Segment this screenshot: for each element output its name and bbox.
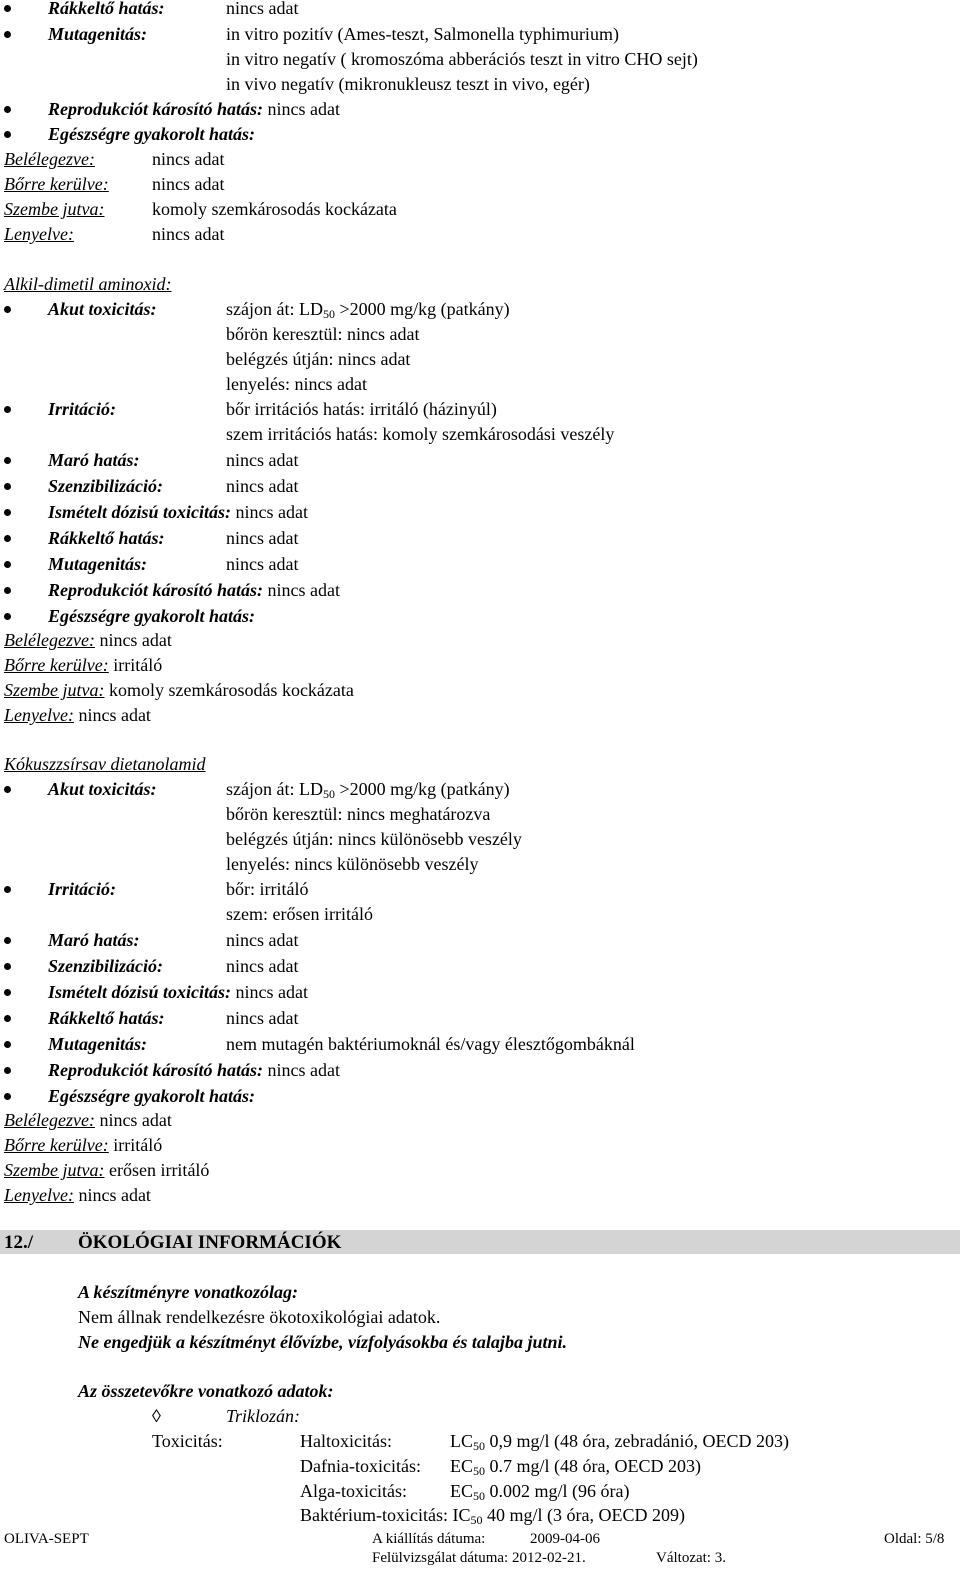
substance-title: Alkil-dimetil aminoxid: — [4, 274, 172, 294]
akut-label: Akut toxicitás: — [48, 299, 157, 319]
exposure-row: Szembe jutva: komoly szemkárosodás kockázata — [4, 680, 354, 700]
bullet — [4, 5, 11, 12]
irritacio-label: Irritáció: — [48, 879, 117, 899]
tox-row-value: Baktérium-toxicitás: $IC_{50}$ 40 mg/l (3 óra, OECD 209) — [300, 1505, 685, 1527]
ismetelt-row: Ismételt dózisú toxicitás: nincs adat — [48, 502, 308, 522]
bullet — [4, 561, 11, 568]
egeszsegre-label: Egészségre gyakorolt hatás: — [48, 124, 255, 144]
ismetelt-row: Ismételt dózisú toxicitás: nincs adat — [48, 982, 308, 1002]
tox-row-value: $LC_{50}$ 0,9 mg/l (48 óra, zebradánió, OECD 203) — [450, 1431, 789, 1453]
irritacio-value: bőr irritációs hatás: irritáló (házinyúl) — [226, 399, 497, 419]
toxicity-label: Toxicitás: — [152, 1431, 223, 1451]
mutagenitas-value: nincs adat — [226, 554, 299, 574]
mutagenitas-label: Mutagenitás: — [48, 554, 148, 574]
akut-label: Akut toxicitás: — [48, 779, 157, 799]
rakkelto-value: nincs adat — [226, 0, 299, 18]
akut-value-1: szájon át: $LD_{50} >2000$ mg/kg (patkány) — [226, 779, 510, 801]
footer-page: Oldal: 5/8 — [884, 1531, 945, 1547]
mutagenitas-value: nem mutagén baktériumoknál és/vagy élesztőgombáknál — [226, 1034, 635, 1054]
bullet — [4, 535, 11, 542]
szenzib-label: Szenzibilizáció: — [48, 476, 164, 496]
substance-title: Kókuszzsírsav dietanolamid — [4, 754, 206, 774]
bullet — [4, 886, 11, 893]
bullet — [4, 963, 11, 970]
exposure-label: Lenyelve: — [4, 224, 74, 244]
mutagenitas-value-2: in vitro negatív ( kromoszóma abberációs teszt in vitro CHO sejt) — [226, 49, 698, 69]
bullet — [4, 1067, 11, 1074]
rakkelto-value: nincs adat — [226, 1008, 299, 1028]
footer-company: OLIVA-SEPT — [4, 1531, 89, 1547]
exposure-row: Lenyelve: nincs adat — [4, 1185, 151, 1205]
bullet — [4, 509, 11, 516]
tox-row-label: Haltoxicitás: — [300, 1431, 392, 1451]
akut-value: belégzés útján: nincs különösebb veszély — [226, 829, 522, 849]
bullet — [4, 1041, 11, 1048]
akut-value: bőrön keresztül: nincs adat — [226, 324, 420, 344]
product-line: Nem állnak rendelkezésre ökotoxikológiai adatok. — [78, 1307, 441, 1327]
bullet — [4, 131, 11, 138]
exposure-row: Bőrre kerülve: irritáló — [4, 655, 163, 675]
exposure-value: nincs adat — [152, 174, 225, 194]
egeszsegre-label: Egészségre gyakorolt hatás: — [48, 606, 255, 626]
mutagenitas-label: Mutagenitás: — [48, 1034, 148, 1054]
bullet — [4, 31, 11, 38]
bullet — [4, 1093, 11, 1100]
tox-row-value: $EC_{50}$ 0.7 mg/l (48 óra, OECD 203) — [450, 1456, 701, 1478]
akut-value: lenyelés: nincs különösebb veszély — [226, 854, 479, 874]
bullet — [4, 457, 11, 464]
section-title: ÖKOLÓGIAI INFORMÁCIÓK — [78, 1232, 342, 1253]
product-heading: A készítményre vonatkozólag: — [78, 1282, 298, 1302]
maro-label: Maró hatás: — [48, 450, 140, 470]
bullet — [4, 587, 11, 594]
irritacio-value: bőr: irritáló — [226, 879, 309, 899]
bullet — [4, 989, 11, 996]
irritacio-label: Irritáció: — [48, 399, 117, 419]
bullet — [4, 106, 11, 113]
tox-row-label: Dafnia-toxicitás: — [300, 1456, 421, 1476]
rakkelto-value: nincs adat — [226, 528, 299, 548]
maro-label: Maró hatás: — [48, 930, 140, 950]
reprodukciot-row: Reprodukciót károsító hatás: nincs adat — [48, 580, 341, 600]
tox-row-value: $EC_{50}$ 0.002 mg/l (96 óra) — [450, 1481, 630, 1503]
szenzib-value: nincs adat — [226, 476, 299, 496]
exposure-row: Bőrre kerülve: irritáló — [4, 1135, 163, 1155]
exposure-row: Lenyelve: nincs adat — [4, 705, 151, 725]
footer-issue-date: 2009-04-06 — [530, 1531, 600, 1547]
bullet — [4, 613, 11, 620]
exposure-value: nincs adat — [152, 224, 225, 244]
exposure-label: Szembe jutva: — [4, 199, 105, 219]
exposure-label: Belélegezve: — [4, 149, 95, 169]
mutagenitas-label: Mutagenitás: — [48, 24, 148, 44]
diamond-icon: ◊ — [152, 1406, 161, 1426]
szenzib-value: nincs adat — [226, 956, 299, 976]
exposure-label: Bőrre kerülve: — [4, 174, 109, 194]
akut-value: bőrön keresztül: nincs meghatározva — [226, 804, 491, 824]
rakkelto-label: Rákkeltő hatás: — [48, 0, 165, 18]
section-number: 12./ — [4, 1232, 34, 1253]
bullet — [4, 786, 11, 793]
component-name: Triklozán: — [226, 1406, 301, 1426]
exposure-value: nincs adat — [152, 149, 225, 169]
akut-value: belégzés útján: nincs adat — [226, 349, 411, 369]
reprodukciot-row: Reprodukciót károsító hatás: nincs adat — [48, 1060, 341, 1080]
mutagenitas-value-1: in vitro pozitív (Ames-teszt, Salmonella typhimurium) — [226, 24, 619, 44]
bullet — [4, 483, 11, 490]
footer-issue-label: A kiállítás dátuma: — [372, 1531, 486, 1547]
akut-value: lenyelés: nincs adat — [226, 374, 367, 394]
egeszsegre-label: Egészségre gyakorolt hatás: — [48, 1086, 255, 1106]
irritacio-value: szem: erősen irritáló — [226, 904, 373, 924]
tox-row-label: Alga-toxicitás: — [300, 1481, 407, 1501]
bullet — [4, 1015, 11, 1022]
bullet — [4, 937, 11, 944]
components-heading: Az összetevőkre vonatkozó adatok: — [78, 1381, 334, 1401]
maro-value: nincs adat — [226, 930, 299, 950]
szenzib-label: Szenzibilizáció: — [48, 956, 164, 976]
rakkelto-label: Rákkeltő hatás: — [48, 528, 165, 548]
product-warning: Ne engedjük a készítményt élővízbe, vízfolyásokba és talajba jutni. — [78, 1332, 567, 1352]
maro-value: nincs adat — [226, 450, 299, 470]
exposure-row: Belélegezve: nincs adat — [4, 630, 172, 650]
irritacio-value: szem irritációs hatás: komoly szemkárosodási veszély — [226, 424, 615, 444]
exposure-row: Szembe jutva: erősen irritáló — [4, 1160, 210, 1180]
rakkelto-label: Rákkeltő hatás: — [48, 1008, 165, 1028]
footer-review: Felülvizsgálat dátuma: 2012-02-21. — [372, 1550, 586, 1566]
exposure-row: Belélegezve: nincs adat — [4, 1110, 172, 1130]
reprodukciot-row: Reprodukciót károsító hatás: nincs adat — [48, 99, 341, 119]
bullet — [4, 306, 11, 313]
footer-version: Változat: 3. — [656, 1550, 726, 1566]
akut-value-1: szájon át: $LD_{50} >2000$ mg/kg (patkány) — [226, 299, 510, 321]
bullet — [4, 406, 11, 413]
mutagenitas-value-3: in vivo negatív (mikronukleusz teszt in vivo, egér) — [226, 74, 590, 94]
exposure-value: komoly szemkárosodás kockázata — [152, 199, 397, 219]
